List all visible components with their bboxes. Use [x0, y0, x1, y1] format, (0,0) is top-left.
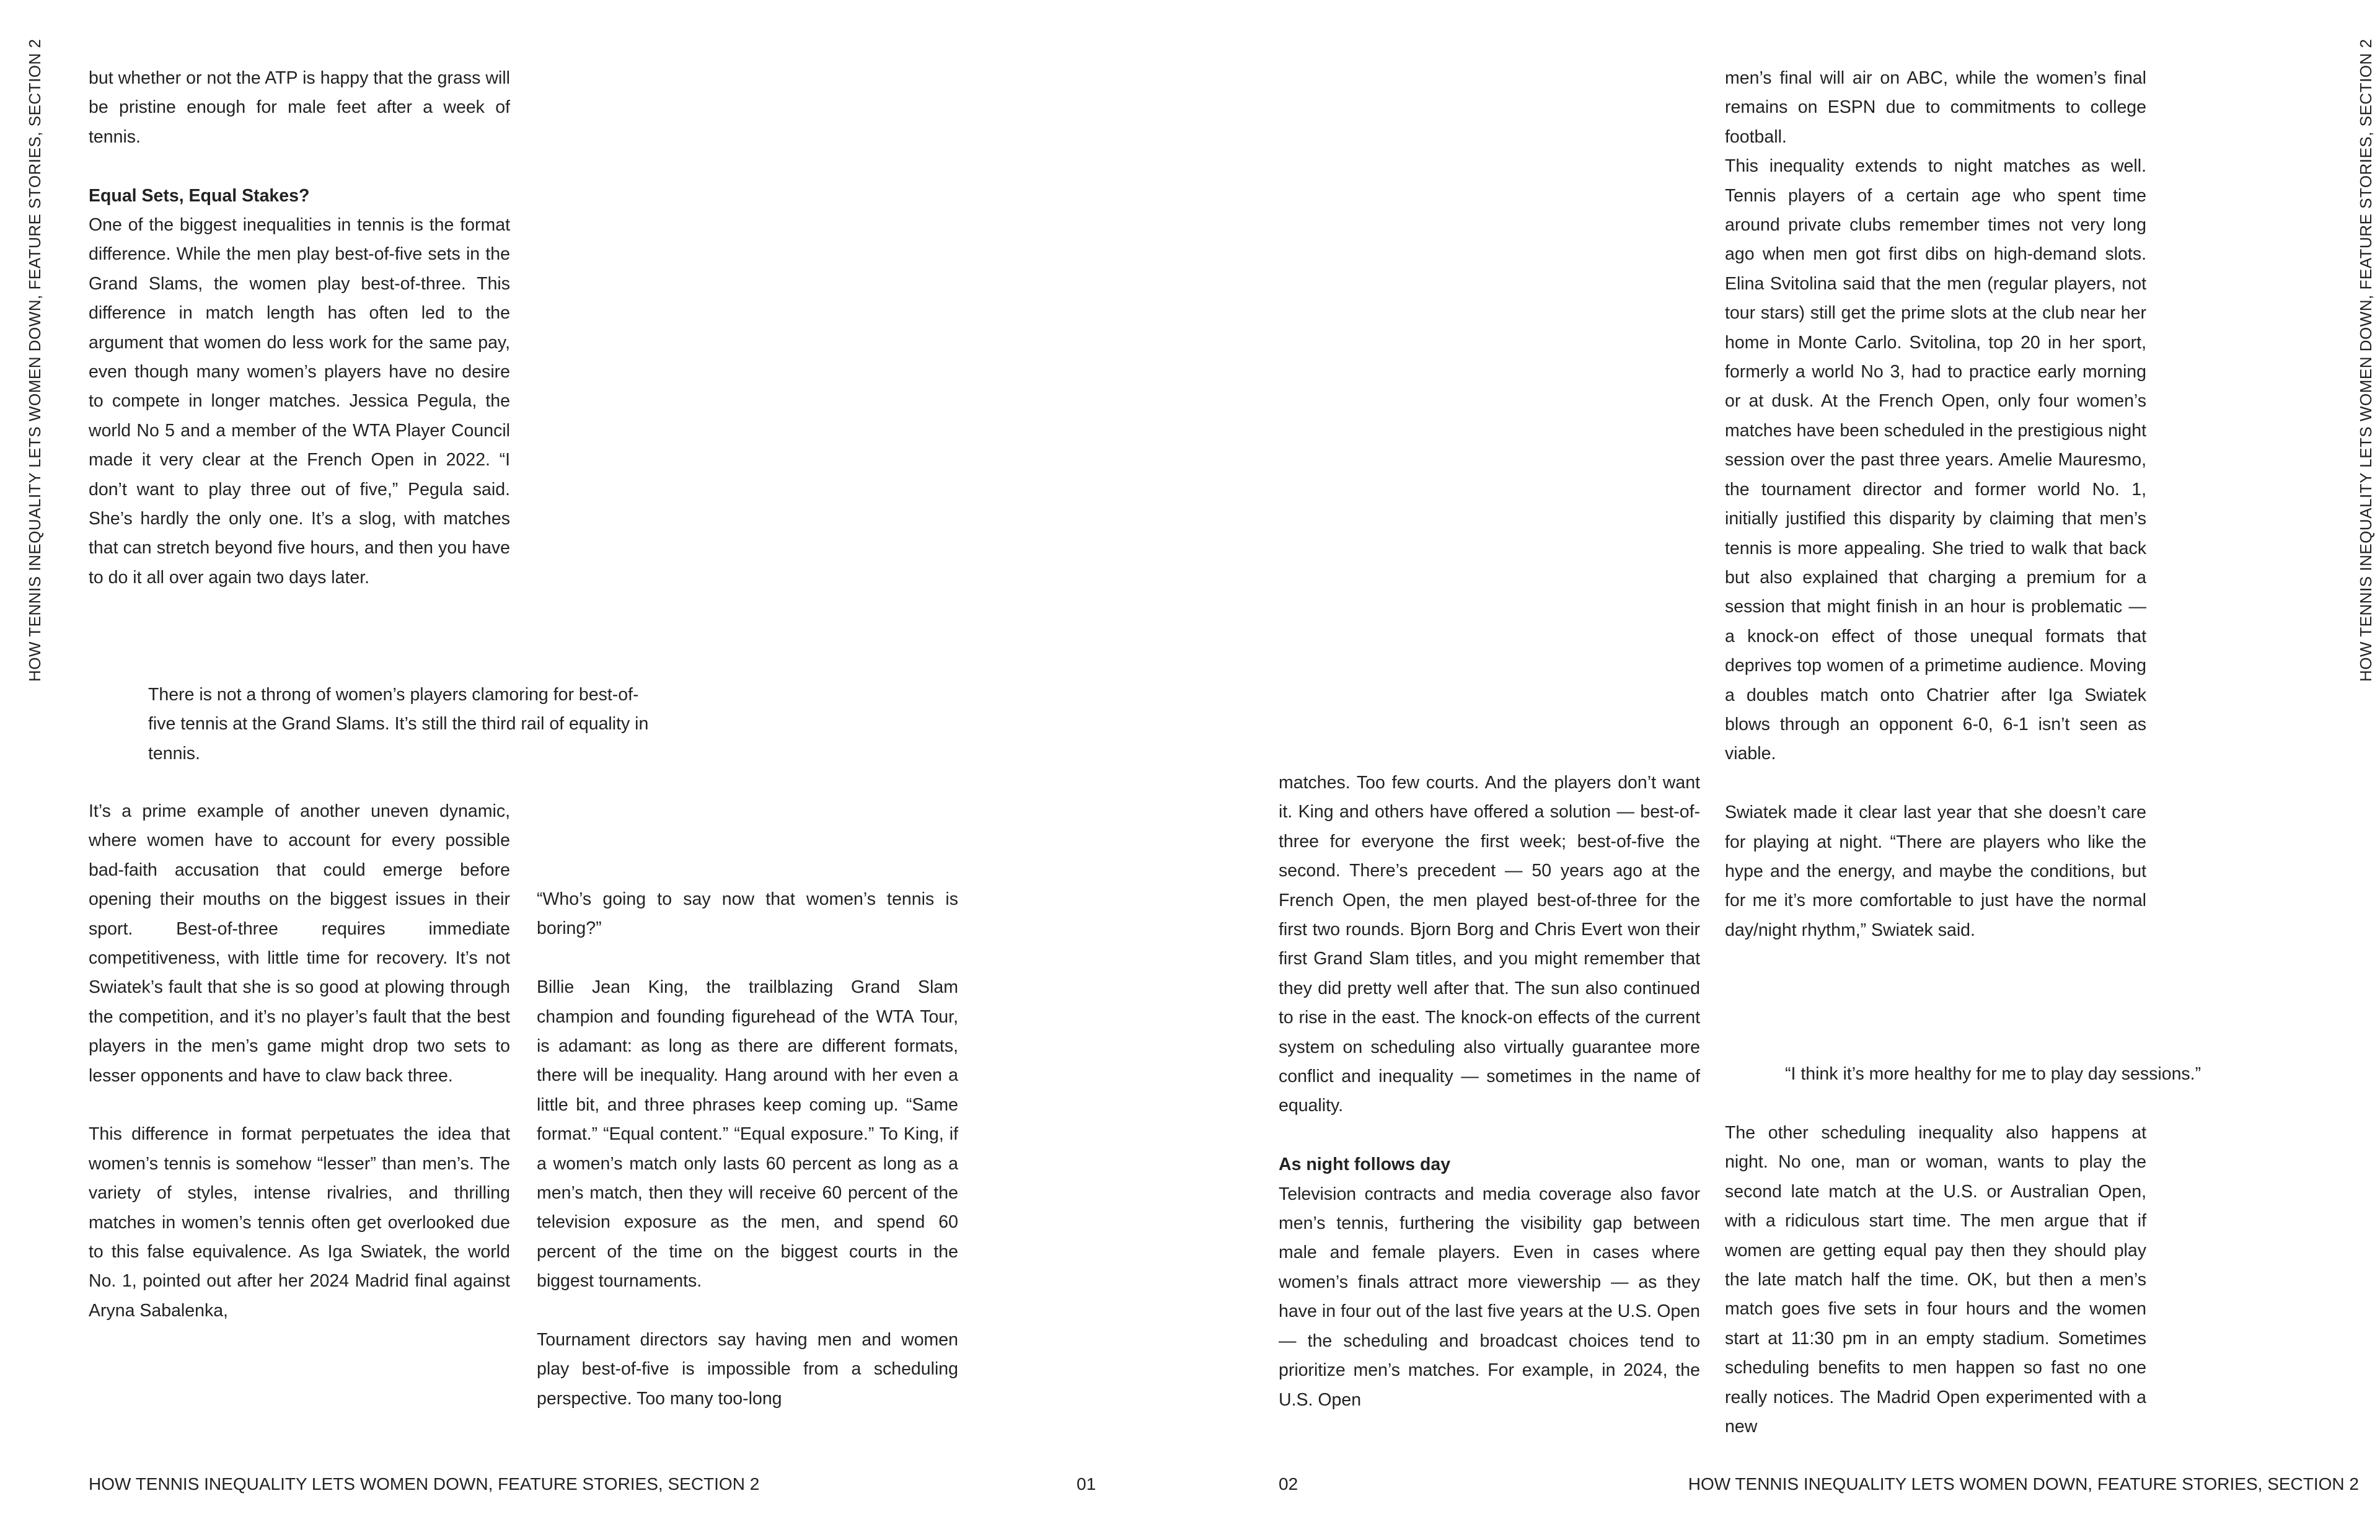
paragraph: This inequality extends to night matches as well. Tennis players of a certain age who spent time around private clubs remember times not very long ago when men got first dibs on high-demand slots. Elina Svitolina said that the men (regular players, not tour stars) still get the prime slots at the club near her home in Monte Carlo. Svitolina, top 20 in her sport, formerly a world No 3, had to practice early morning or at dusk. At the French Open, only four women’s matches have been scheduled in the prestigious night session over the past three years. Amelie Mauresmo, the tournament director and former world No. 1, initially justified this disparity by claiming that men’s tennis is more appealing. She tried to walk that back but also explained that charging a premium for a session that might finish in an hour is problematic — a knock-on effect of those unequal formats that deprives top women of a primetime audience. Moving a doubles match onto Chatrier after Iga Swiatek blows through an opponent 6-0, 6-1 isn’t seen as viable. — [1725, 156, 2146, 764]
paragraph: It’s a prime example of another uneven dynamic, where women have to account for every possible bad-faith accusation that could emerge before opening their mouths on the biggest issues in their sport. Best-of-three requires immediate competitiveness, with little time for recovery. It’s not Swiatek’s fault that she is so good at plowing through the competition, and it’s no player’s fault that the best players in the men’s game might drop two sets to lesser opponents and have to claw back three. — [89, 801, 510, 1086]
page-number: 01 — [1077, 1474, 1096, 1494]
paragraph: Tournament directors say having men and women play best-of-five is impossible from a scheduling perspective. Too many too-long — [537, 1330, 958, 1409]
section-heading: As night follows day — [1279, 1155, 1451, 1175]
right-page — [1190, 0, 2380, 1540]
paragraph: One of the biggest inequalities in tennis is the format difference. While the men play best-of-five sets in the Grand Slams, the women play best-of-three. This difference in match length has often led to the argument that women do less work for the same pay, even though many women’s players have no desire to compete in longer matches. Jessica Pegula, the world No 5 and a member of the WTA Player Council made it very clear at the French Open in 2022. “I don’t want to play three out of five,” Pegula said. She’s hardly the only one. It’s a slog, with matches that can stretch beyond five hours, and then you have to do it all over again two days later. — [89, 215, 510, 587]
paragraph: Television contracts and media coverage also favor men’s tennis, furthering the visibility gap between male and female players. Even in cases where women’s finals attract more viewership — as they have in four out of the last five years at the U.S. Open — the scheduling and broadcast choices tend to prioritize men’s matches. For example, in 2024, the U.S. Open — [1279, 1184, 1700, 1410]
left-page-column-1-lower — [89, 797, 510, 1326]
right-page-column-2 — [1725, 64, 2146, 945]
paragraph: men’s final will air on ABC, while the women’s final remains on ESPN due to commitments to college football. — [1725, 68, 2146, 147]
left-page-column-2 — [537, 885, 958, 1414]
paragraph: but whether or not the ATP is happy that the grass will be pristine enough for male feet after a week of tennis. — [89, 68, 510, 147]
paragraph: This difference in format perpetuates the idea that women’s tennis is somehow “lesser” than men’s. The variety of styles, intense rivalries, and thrilling matches in women’s tennis often get overlooked due to this false equivalence. As Iga Swiatek, the world No. 1, pointed out after her 2024 Madrid final against Aryna Sabalenka, — [89, 1124, 510, 1321]
paragraph: “Who’s going to say now that women’s tennis is boring?” — [537, 889, 958, 939]
left-side-running-head: HOW TENNIS INEQUALITY LETS WOMEN DOWN, FEATURE STORIES, SECTION 2 — [25, 38, 44, 682]
footer-running-head: HOW TENNIS INEQUALITY LETS WOMEN DOWN, FEATURE STORIES, SECTION 2 — [1688, 1474, 2359, 1494]
right-side-running-head: HOW TENNIS INEQUALITY LETS WOMEN DOWN, FEATURE STORIES, SECTION 2 — [2356, 38, 2375, 682]
footer-running-head: HOW TENNIS INEQUALITY LETS WOMEN DOWN, FEATURE STORIES, SECTION 2 — [89, 1474, 760, 1494]
left-page-column-1 — [89, 64, 510, 592]
right-page-column-1 — [1279, 768, 1700, 1415]
pull-quote: There is not a throng of women’s players clamoring for best-of-five tennis at the Grand Slams. It’s still the third rail of equality in tennis. — [148, 685, 649, 763]
paragraph: The other scheduling inequality also happens at night. No one, man or woman, wants to play the second late match at the U.S. or Australian Open, with a ridiculous start time. The men argue that if women are getting equal pay then they should play the late match half the time. OK, but then a men’s match goes five sets in four hours and the women start at 11:30 pm in an empty stadium. Sometimes scheduling benefits to men happen so fast no one really notices. The Madrid Open experimented with a new — [1725, 1123, 2146, 1437]
page-number: 02 — [1279, 1474, 1298, 1494]
paragraph: Billie Jean King, the trailblazing Grand Slam champion and founding figurehead of the WTA Tour, is adamant: as long as there are different formats, there will be inequality. Hang around with her even a little bit, and three phrases keep coming up. “Same format.” “Equal content.” “Equal exposure.” To King, if a women’s match only lasts 60 percent as long as a men’s match, then they will receive 60 percent of the television exposure as the men, and spend 60 percent of the time on the biggest courts in the biggest tournaments. — [537, 977, 958, 1291]
pull-quote: “I think it’s more healthy for me to play day sessions.” — [1785, 1064, 2202, 1084]
paragraph: Swiatek made it clear last year that she doesn’t care for playing at night. “There are players who like the hype and the energy, and maybe the conditions, but for me it’s more comfortable to just have the normal day/night rhythm,” Swiatek said. — [1725, 803, 2146, 940]
section-heading: Equal Sets, Equal Stakes? — [89, 185, 310, 206]
right-page-column-2-lower — [1725, 1119, 2146, 1441]
paragraph: matches. Too few courts. And the players don’t want it. King and others have offered a solution — best-of-three for everyone the first week; best-of-five the second. There’s precedent — 50 years ago at the French Open, the men played best-of-three for the first two rounds. Bjorn Borg and Chris Evert won their first Grand Slam titles, and you might remember that they did pretty well after that. The sun also continued to rise in the east. The knock-on effects of the current system on scheduling also virtually guarantee more conflict and inequality — sometimes in the name of equality. — [1279, 773, 1700, 1116]
